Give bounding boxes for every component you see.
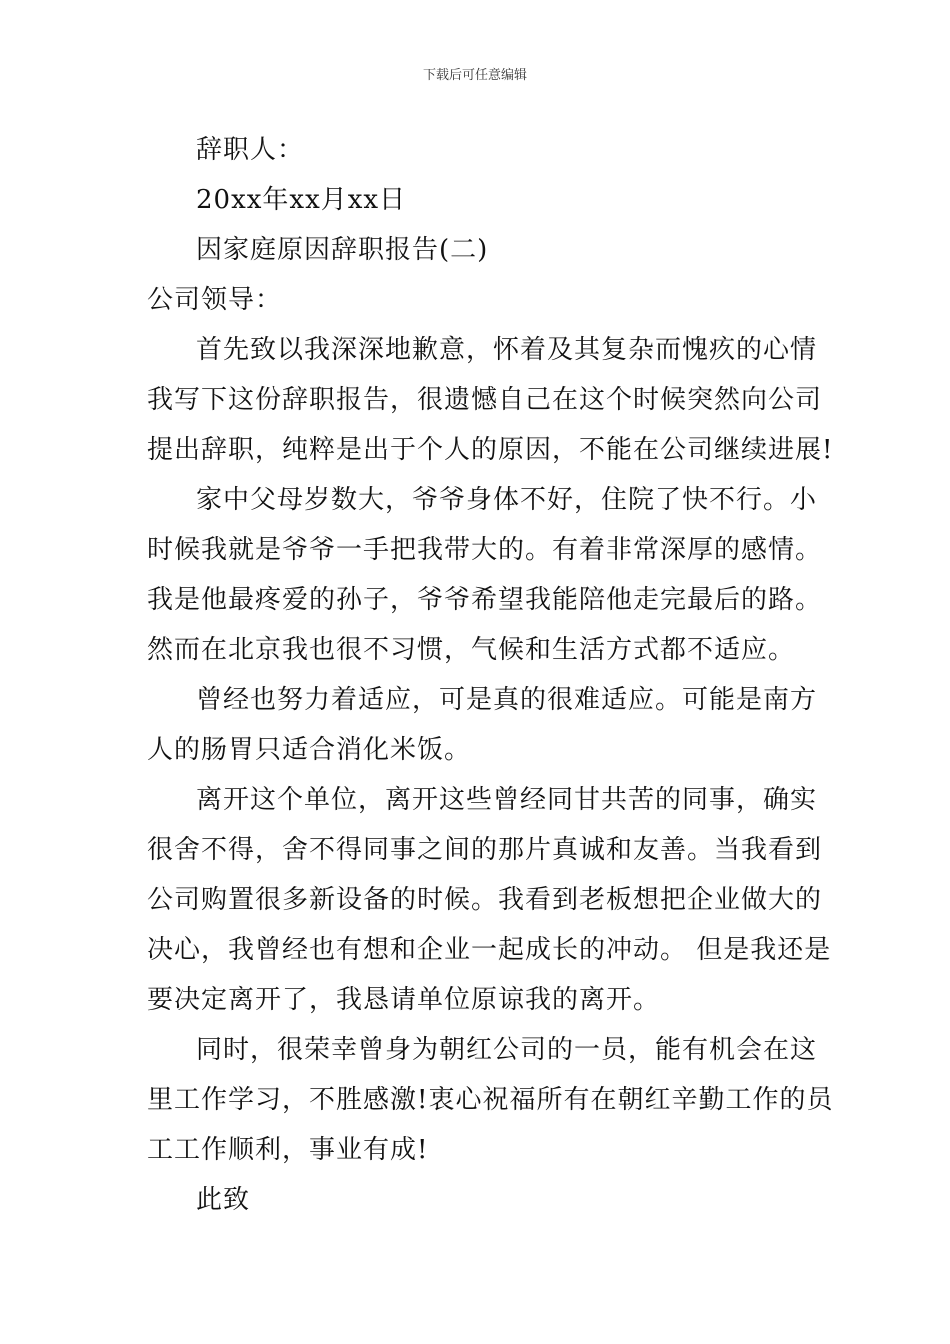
header-note: 下载后可任意编辑 xyxy=(422,68,527,83)
body-line: 提出辞职，纯粹是出于个人的原因，不能在公司继续进展! xyxy=(147,435,834,465)
body-line: 同时，很荣幸曾身为朝红公司的一员，能有机会在这 xyxy=(196,1035,818,1065)
body-line: 家中父母岁数大，爷爷身体不好，住院了快不行。小 xyxy=(196,485,818,515)
signature-label: 辞职人： xyxy=(196,135,305,165)
body-line: 曾经也努力着适应，可是真的很难适应。可能是南方 xyxy=(196,685,818,715)
body-line: 我是他最疼爱的孙子，爷爷希望我能陪他走完最后的路。 xyxy=(147,585,823,615)
body-line: 时候我就是爷爷一手把我带大的。有着非常深厚的感情。 xyxy=(147,535,823,565)
body-line: 公司购置很多新设备的时候。我看到老板想把企业做大的 xyxy=(147,885,823,915)
closing: 此致 xyxy=(196,1185,251,1215)
body-line: 人的肠胃只适合消化米饭。 xyxy=(147,735,472,765)
document-title: 因家庭原因辞职报告(二) xyxy=(196,235,489,265)
body-line: 很舍不得，舍不得同事之间的那片真诚和友善。当我看到 xyxy=(147,835,823,865)
body-line: 决心，我曾经也有想和企业一起成长的冲动。 但是我还是 xyxy=(147,935,832,965)
body-line: 然而在北京我也很不习惯，气候和生活方式都不适应。 xyxy=(147,635,796,665)
body-line: 离开这个单位，离开这些曾经同甘共苦的同事，确实 xyxy=(196,785,818,815)
date-line: 20xx年xx月xx日 xyxy=(196,185,407,215)
body-line: 工工作顺利，事业有成! xyxy=(147,1135,429,1165)
body-line: 我写下这份辞职报告，很遗憾自己在这个时候突然向公司 xyxy=(147,385,823,415)
body-line: 要决定离开了，我恳请单位原谅我的离开。 xyxy=(147,985,661,1015)
body-line: 首先致以我深深地歉意，怀着及其复杂而愧疚的心情 xyxy=(196,335,818,365)
body-line: 里工作学习，不胜感激!衷心祝福所有在朝红辛勤工作的员 xyxy=(147,1085,834,1115)
salutation: 公司领导： xyxy=(147,285,283,315)
